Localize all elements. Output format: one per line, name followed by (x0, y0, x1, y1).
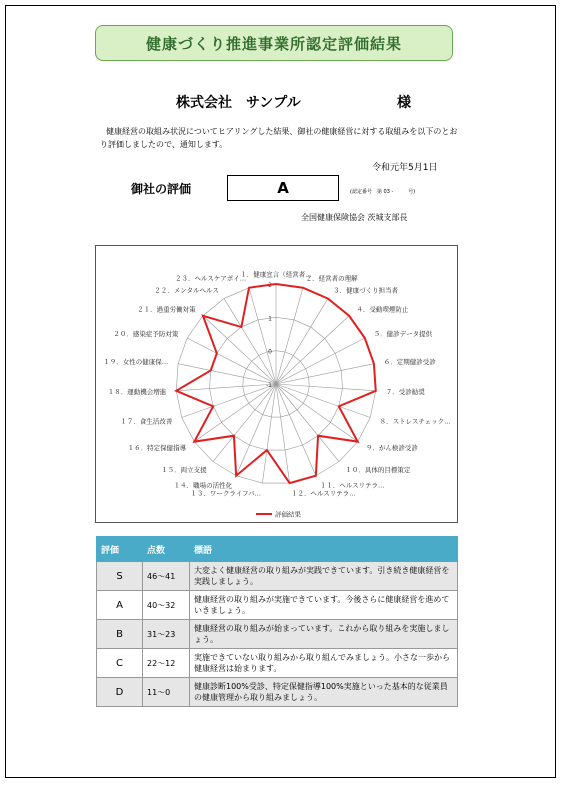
row-slogan: 実施できていない取り組みから取り組んでみましょう。小さな一歩から健康経営は始まります。 (190, 649, 458, 678)
radar-axis-label: １２．ヘルスリテラ… (290, 489, 356, 498)
row-slogan: 健康経営の取り組みが始まっています。これから取り組みを実施しましょう。 (190, 620, 458, 649)
row-slogan: 健康経営の取り組みが実施できています。今後さらに健康経営を進めていきましょう。 (190, 591, 458, 620)
radar-axis-label: １．健康宣言（経営者… (240, 270, 312, 279)
radar-axis-label: １１．ヘルスリテラ… (319, 481, 385, 490)
radar-axis-label: ４．受動喫煙防止 (356, 305, 409, 314)
radar-axis-label: ３．健康づくり担当者 (333, 286, 399, 295)
radar-spoke (276, 299, 328, 384)
honorific: 様 (397, 95, 411, 111)
radar-axis-label: ２．経営者の理解 (305, 274, 358, 283)
issue-date: 令和元年5月1日 (372, 163, 438, 173)
radar-spoke (276, 384, 376, 391)
radar-spoke (224, 299, 276, 384)
header-score: 点数 (143, 537, 190, 562)
certification-number: (認定番号 第 03 - 号) (350, 189, 416, 195)
row-score: 22〜12 (143, 649, 190, 678)
radar-axis-label: １５．両立支援 (161, 465, 207, 474)
radar-spoke (276, 338, 365, 384)
row-grade: A (97, 591, 143, 620)
radar-axis-label: ６．定期健診受診 (383, 358, 436, 367)
radar-axis-label: １３．ワークライフバ… (190, 489, 262, 498)
row-score: 46〜41 (143, 562, 190, 591)
row-grade: S (97, 562, 143, 591)
radar-axis-label: １６．特定保健指導 (127, 443, 187, 452)
radar-spoke (276, 364, 374, 384)
row-grade: D (97, 678, 143, 707)
header-slogan: 標語 (190, 537, 458, 562)
radar-axis-label: ９．がん検診受診 (365, 443, 418, 452)
radar-tick-label: 1 (268, 315, 272, 323)
evaluation-grade: A (227, 175, 339, 201)
row-score: 31〜23 (143, 620, 190, 649)
radar-axis-label: １８．運動機会増進 (107, 388, 167, 397)
intro-text: 健康経営の取組み状況についてヒアリングした結果、御社の健康経営に対する取組みを以下のとおり評価しましたので、通知します。 (100, 127, 458, 149)
header-grade: 評価 (97, 537, 143, 562)
evaluation-label: 御社の評価 (131, 182, 192, 196)
row-grade: B (97, 620, 143, 649)
radar-axis-label: ８．ストレスチェック… (379, 417, 451, 426)
radar-axis-label: １４．職場の活性化 (173, 481, 233, 490)
radar-spoke (276, 288, 303, 384)
radar-axis-label: ５．健診データ提供 (373, 329, 433, 338)
radar-axis-label: ２２．メンタルヘルス (154, 286, 219, 295)
radar-axis-label: ２１．過重労働対策 (137, 305, 196, 314)
radar-axis-label: ７．受診勧奨 (385, 388, 425, 397)
table-row (97, 678, 458, 707)
radar-spoke (276, 384, 290, 483)
row-slogan: 大変よく健康経営の取り組みが実践できています。引き続き健康経営を実践しましょう。 (190, 562, 458, 591)
radar-axis-label: ２３．ヘルスケアポイ… (175, 274, 247, 283)
radar-axis-label: １７．食生活改善 (120, 417, 173, 426)
radar-tick-label: -1 (266, 382, 272, 389)
table-header-row (97, 537, 458, 562)
row-score: 11〜0 (143, 678, 190, 707)
table-row (97, 649, 458, 678)
radar-spoke (262, 384, 276, 483)
radar-axis-label: １９．女性の健康保… (103, 358, 169, 367)
table-row (97, 562, 458, 591)
company-name: 株式会社 サンプル (176, 95, 301, 111)
radar-spoke (276, 316, 349, 384)
row-slogan: 健康診断100%受診、特定保健指導100%実施といった基本的な従業員の健康管理から取り組みましょう。 (190, 678, 458, 707)
legend-label: 評価結果 (275, 510, 301, 519)
radar-spoke (182, 384, 276, 417)
table-row (97, 591, 458, 620)
radar-axis-label: ２０．感染症予防対策 (113, 329, 179, 338)
evaluation-table (96, 536, 458, 707)
table-row (97, 620, 458, 649)
radar-spoke (249, 288, 276, 384)
row-score: 40〜32 (143, 591, 190, 620)
radar-spoke (276, 384, 370, 417)
radar-chart (96, 246, 457, 522)
radar-axis-label: １０．具体的目標策定 (345, 465, 411, 474)
radar-chart-frame (95, 245, 458, 523)
radar-tick-label: 2 (268, 282, 272, 289)
association-name: 全国健康保険協会 茨城支部長 (301, 213, 408, 222)
page-title: 健康づくり推進事業所認定評価結果 (95, 25, 453, 61)
row-grade: C (97, 649, 143, 678)
radar-spoke (176, 384, 276, 391)
radar-tick-label: 0 (268, 348, 272, 356)
